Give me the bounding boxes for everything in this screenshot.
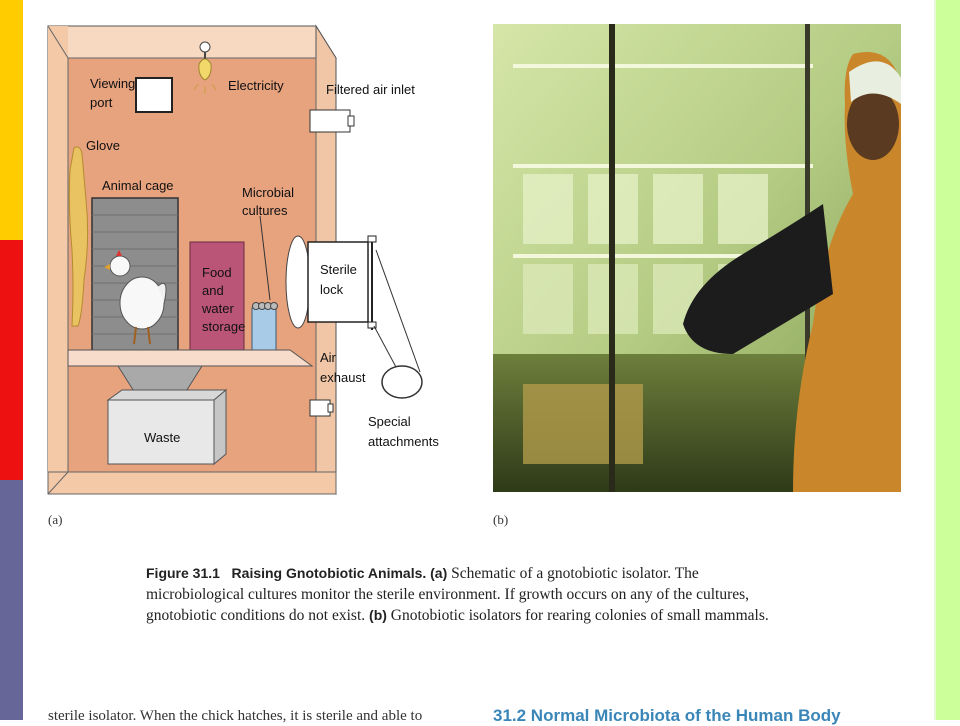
label-animal-cage: Animal cage	[102, 178, 174, 193]
label-viewing-port: Viewing port	[90, 76, 136, 110]
figure-title: Raising Gnotobiotic Animals.	[231, 565, 427, 581]
left-accent-yellow	[0, 0, 23, 240]
label-waste: Waste	[144, 430, 181, 445]
sterile-lock-door	[286, 236, 310, 328]
isolator-base	[48, 472, 336, 494]
gnotobiotic-isolator-schematic	[46, 20, 456, 498]
isolator-top-face	[48, 26, 336, 58]
isolator-photograph	[493, 24, 901, 492]
subfigure-label-b: (b)	[493, 512, 509, 527]
figure-caption	[146, 563, 796, 626]
cut-off-section-heading: 31.2 Normal Microbiota of the Human Body	[493, 706, 841, 725]
figure-number: Figure 31.1	[146, 565, 220, 581]
left-accent-blue	[0, 480, 23, 720]
caption-text-b: Gnotobiotic isolators for rearing colonies of small mammals.	[386, 607, 769, 624]
label-air-exhaust: Air exhaust	[320, 350, 366, 385]
cut-off-body-text: sterile isolator. When the chick hatches, it is sterile and able to	[48, 708, 423, 724]
filtered-air-inlet-box	[310, 110, 350, 132]
label-special-attachments: Special attachments	[368, 414, 439, 449]
air-exhaust-box	[310, 400, 330, 416]
label-sterile-lock: Sterile lock	[320, 262, 357, 297]
isolator-rod	[609, 24, 615, 492]
shelf	[68, 350, 312, 366]
bedding-tray	[523, 384, 643, 464]
label-electricity: Electricity	[228, 78, 284, 93]
caption-label-a: (a)	[430, 565, 448, 581]
caption-text-a: Schematic of a gnotobiotic isolator. The microbiological cultures monitor the sterile environment. If growth occurs on any of the cultures, gnotobiotic conditions do not exist.	[146, 565, 750, 624]
isolator-left-wall	[48, 26, 68, 494]
caption-label-b: (b)	[369, 607, 387, 623]
label-food-water-storage: Food and water storage	[202, 265, 246, 334]
right-accent-green	[936, 0, 960, 720]
viewing-port-window	[136, 78, 172, 112]
label-filtered-air-inlet: Filtered air inlet	[326, 82, 415, 97]
label-glove: Glove	[86, 138, 120, 153]
label-microbial-cultures: Microbial cultures	[242, 185, 295, 218]
special-attachment-icon	[374, 250, 422, 398]
left-accent-red	[0, 240, 23, 480]
subfigure-label-a: (a)	[48, 512, 63, 527]
